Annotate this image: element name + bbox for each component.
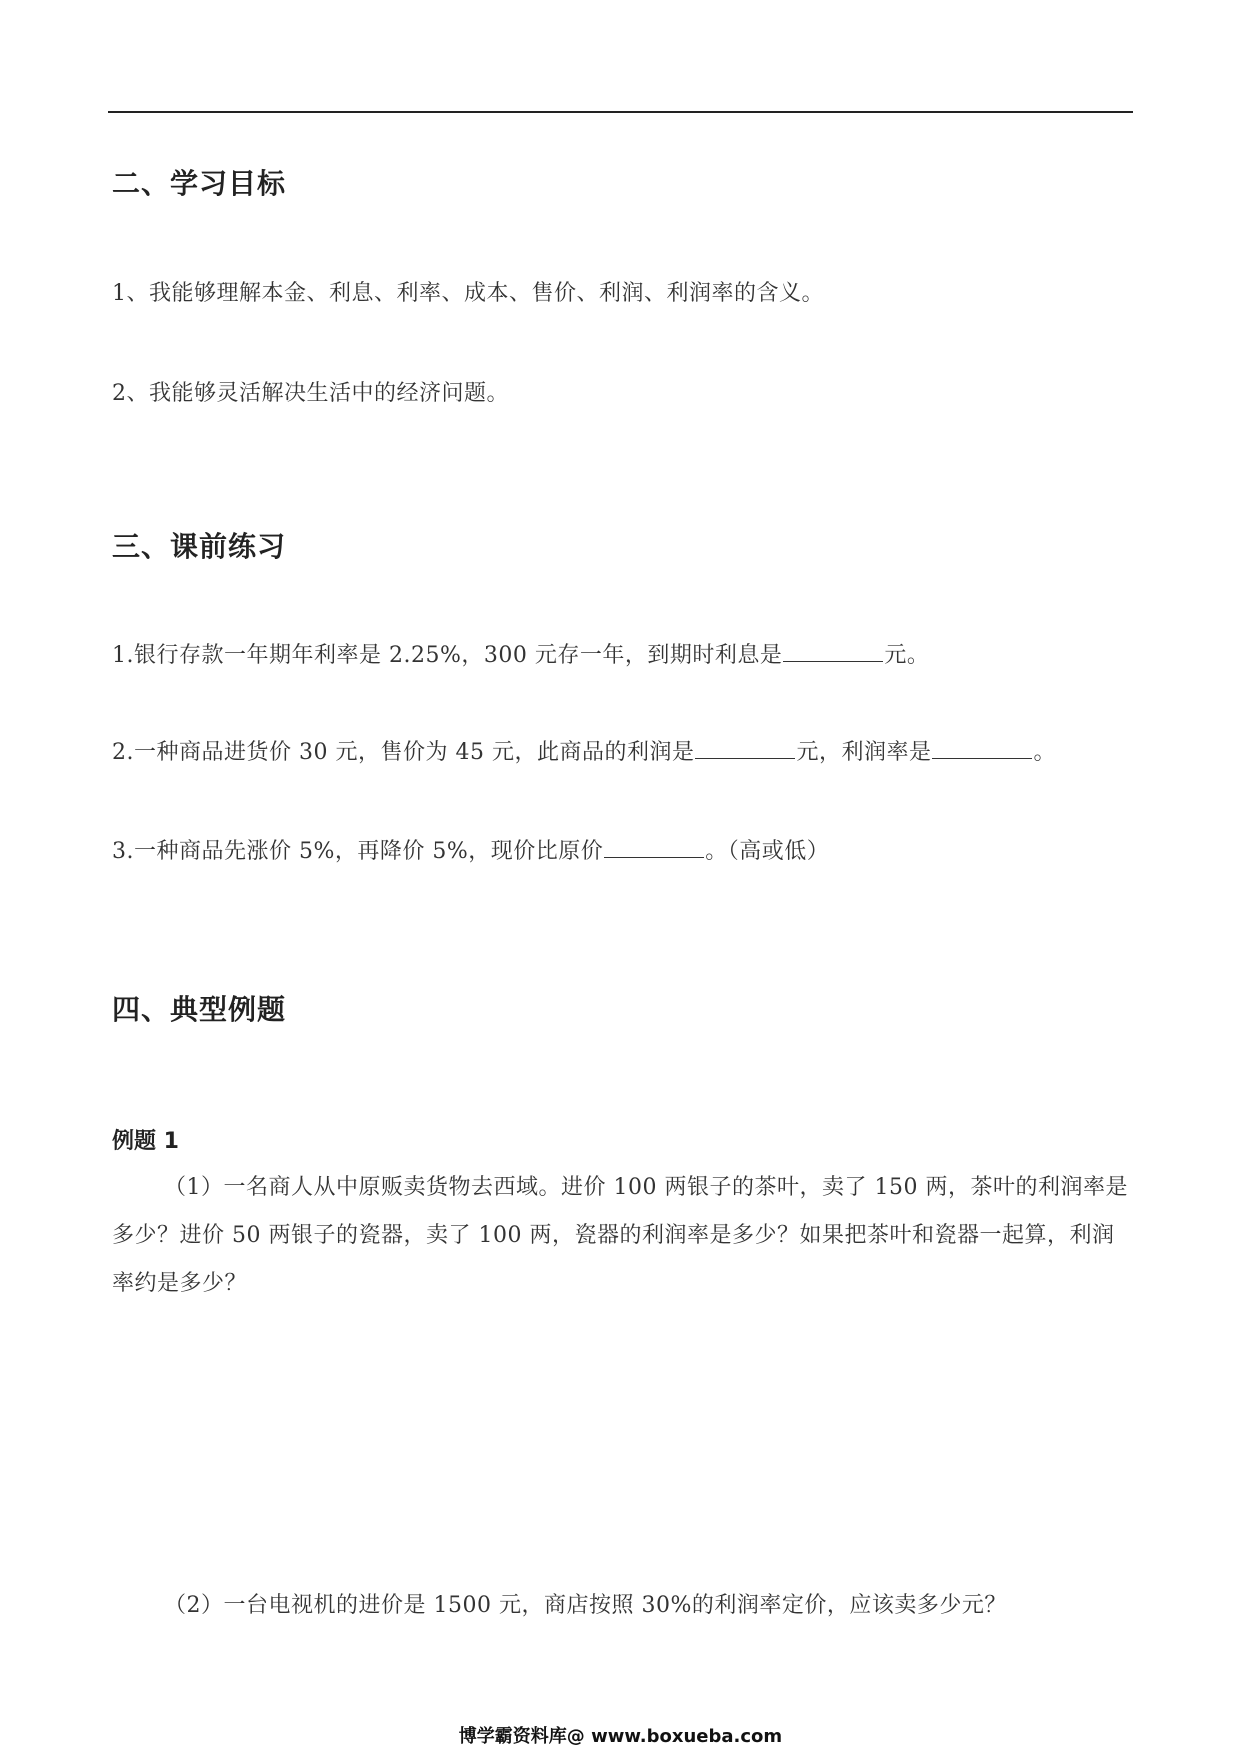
question-1-tail: 元。 [884,643,930,668]
question-2-tail: 。 [1033,740,1056,765]
question-3-text: 3.一种商品先涨价 5%，再降价 5%，现价比原价 [112,839,604,864]
answer-blank[interactable] [604,837,704,858]
footer-watermark: 博学霸资料库@ www.boxueba.com [458,1726,783,1747]
goal-item-2: 2、我能够灵活解决生活中的经济问题。 [112,381,509,406]
question-2-middle: 元，利润率是 [796,740,932,765]
example-title: 例题 1 [112,1129,179,1154]
answer-blank[interactable] [783,641,883,662]
question-1-text: 1.银行存款一年期年利率是 2.25%，300 元存一年，到期时利息是 [112,643,783,668]
example-problem-1: （1）一名商人从中原贩卖货物去西域。进价 100 两银子的茶叶，卖了 150 两，茶叶的利润率是多少？进价 50 两银子的瓷器，卖了 100 两，瓷器的利润率是多少？如果把茶叶和瓷器一起算，利润率约是多少？ [112,1175,1128,1296]
answer-blank[interactable] [932,738,1032,759]
practice-question-3 [112,834,829,865]
header-rule [108,111,1133,113]
section-heading-typical-examples: 四、典型例题 [112,993,287,1026]
question-3-tail: 。（高或低） [705,839,830,864]
example-problem-2: （2）一台电视机的进价是 1500 元，商店按照 30%的利润率定价，应该卖多少元？ [164,1593,1007,1618]
practice-question-1 [112,638,929,669]
practice-question-2 [112,735,1056,766]
goal-item-1: 1、我能够理解本金、利息、利率、成本、售价、利润、利润率的含义。 [112,281,824,306]
section-heading-pre-class-practice: 三、课前练习 [112,530,287,563]
answer-blank[interactable] [695,738,795,759]
section-heading-learning-goals: 二、学习目标 [112,167,287,200]
question-2-text: 2.一种商品进货价 30 元，售价为 45 元，此商品的利润是 [112,740,695,765]
